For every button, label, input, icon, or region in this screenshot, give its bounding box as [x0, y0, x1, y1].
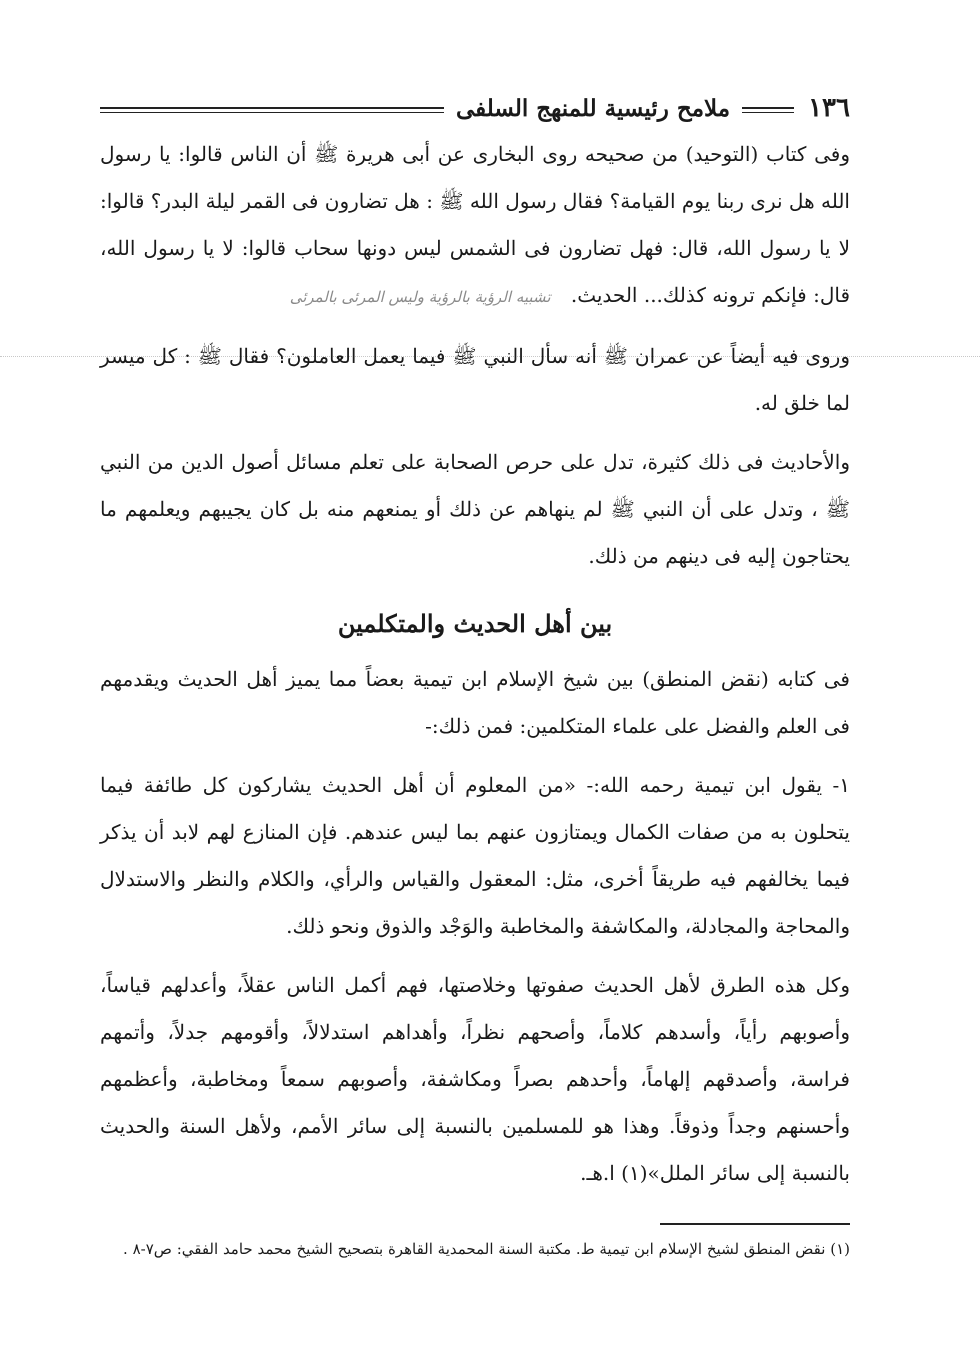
footnote: (١) نقض المنطق لشيخ الإسلام ابن تيمية ط. مكتبة السنة المحمدية القاهرة بتصحيح الشيخ محمد حامد الفقي: ص٧-٨ .: [123, 1240, 850, 1258]
page-number: ١٣٦: [808, 93, 850, 123]
running-header: [100, 85, 850, 131]
running-title: ملامح رئيسية للمنهج السلفى: [455, 94, 731, 122]
section-heading: بين أهل الحديث والمتكلمين: [337, 609, 613, 638]
book-page: [100, 85, 850, 1278]
handwritten-note: تشبيه الرؤية بالرؤية وليس المرئى بالمرئى: [289, 288, 551, 306]
paragraph-naqd-intro: فى كتابه (نقض المنطق) بين شيخ الإسلام ابن تيمية بعضاً مما يميز أهل الحديث ويقدمهم فى العلم والفضل على علماء المتكلمين: فمن ذلك:-: [100, 667, 850, 738]
paragraph-imran-hadith: وروى فيه أيضاً عن عمران ﷺ أنه سأل النبي ﷺ فيما يعمل العاملون؟ فقال ﷺ : كل ميسر لما خلق له.: [100, 344, 850, 415]
header-rule-right: [742, 107, 794, 113]
paragraph-ibn-taymiyya-quote: ١- يقول ابن تيمية رحمه الله:- «من المعلوم أن أهل الحديث يشاركون كل طائفة فيما يتحلون به من صفات الكمال ويمتازون عنهم بما ليس عندهم. فإن المنازع لهم لابد أن يذكر فيما يخالفهم فيه طريقاً أخرى، مثل: المعقول والقياس والرأي، والكلام والنظر والاستدلال والمحاجة والمجادلة، والمكاشفة والمخاطبة والوَجْد والذوق ونحو ذلك.: [100, 773, 850, 938]
paragraph-companions-zeal: والأحاديث فى ذلك كثيرة، تدل على حرص الصحابة على تعلم مسائل أصول الدين من النبي ﷺ ، وتدل على أن النبي ﷺ لم ينهاهم عن ذلك أو يمنعهم منه بل كان يجيبهم ويعلمهم ما يحتاجون إليه فى دينهم من ذلك.: [100, 450, 850, 568]
footnote-separator: [660, 1223, 850, 1225]
header-rule-left: [100, 107, 444, 113]
paragraph-methods-summary: وكل هذه الطرق لأهل الحديث صفوتها وخلاصتها، فهم أكمل الناس عقلاً، وأعدلهم قياساً، وأصوبهم رأياً، وأسدهم كلاماً، وأصحهم نظراً، وأهداهم استدلالاً، وأقومهم جدلاً، وأتمهم فراسة، وأصدقهم إلهاماً، وأحدهم بصراً ومكاشفة، وأصوبهم سمعاً ومخاطبة، وأعظمهم وأحسنهم وجداً وذوقاً. وهذا هو للمسلمين بالنسبة إلى سائر الأمم، ولأهل السنة والحديث بالنسبة إلى سائر الملل»(١) ا.هـ.: [100, 973, 850, 1185]
paragraph-bukhari-tawhid: [100, 131, 850, 321]
paragraph-text: وفى كتاب (التوحيد) من صحيحه روى البخارى عن أبى هريرة ﷺ أن الناس قالوا: يا رسول الله هل نرى ربنا يوم القيامة؟ فقال رسول الله ﷺ : هل تضارون فى القمر ليلة البدر؟ قالوا: لا يا رسول الله، قال: فهل تضارون فى الشمس ليس دونها سحاب قالوا: لا يا رسول الله، قال: فإنكم ترونه كذلك... الحديث.: [100, 142, 850, 307]
